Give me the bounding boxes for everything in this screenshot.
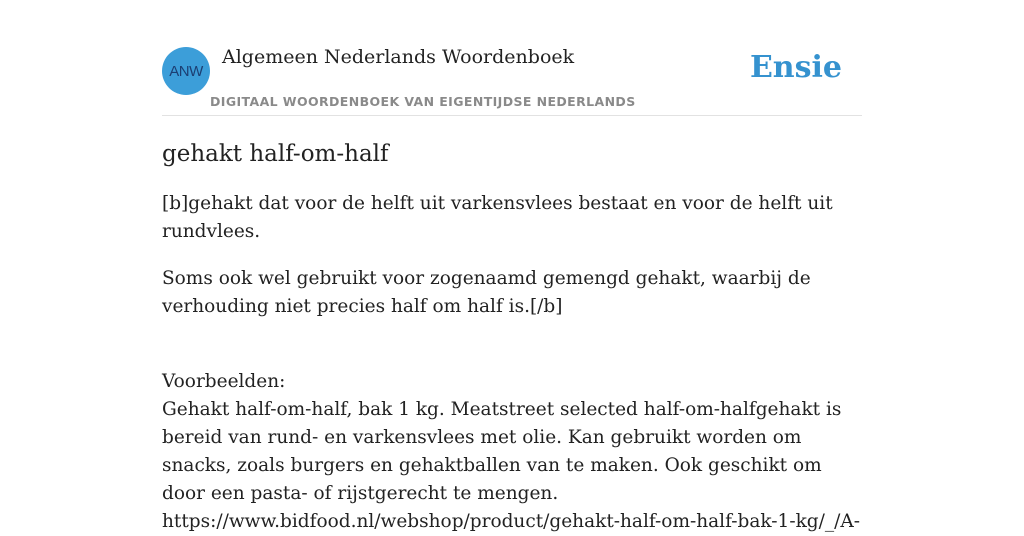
site-title[interactable]: Algemeen Nederlands Woordenboek (222, 46, 575, 68)
entry-definition: [b]gehakt dat voor de helft uit varkensvlees bestaat en voor de helft uit rundvlees. (162, 193, 833, 242)
logo-text: ANW (169, 62, 203, 80)
site-header (162, 44, 862, 116)
entry-content (162, 138, 862, 536)
site-subtitle: DIGITAAL WOORDENBOEK VAN EIGENTIJDSE NEDERLANDS (210, 94, 636, 109)
entry-examples: Voorbeelden: Gehakt half-om-half, bak 1 kg. Meatstreet selected half-om-halfgehakt is bereid van rund- en varkensvlees met olie. Kan gebruikt worden om snacks, zoals burgers en gehaktballen van te maken. Ook geschikt om door een pasta- of rijstgerecht te mengen. https://www.bidfood.nl/webshop/product/gehakt-half-om-half-bak-1-kg/_/A- (162, 371, 860, 532)
entry-title: gehakt half-om-half (162, 141, 389, 167)
ensie-brand-logo[interactable]: Ensie (749, 50, 842, 85)
entry-note: Soms ook wel gebruikt voor zogenaamd gemengd gehakt, waarbij de verhouding niet precies half om half is.[/b] (162, 268, 811, 317)
anw-logo[interactable] (162, 47, 210, 95)
